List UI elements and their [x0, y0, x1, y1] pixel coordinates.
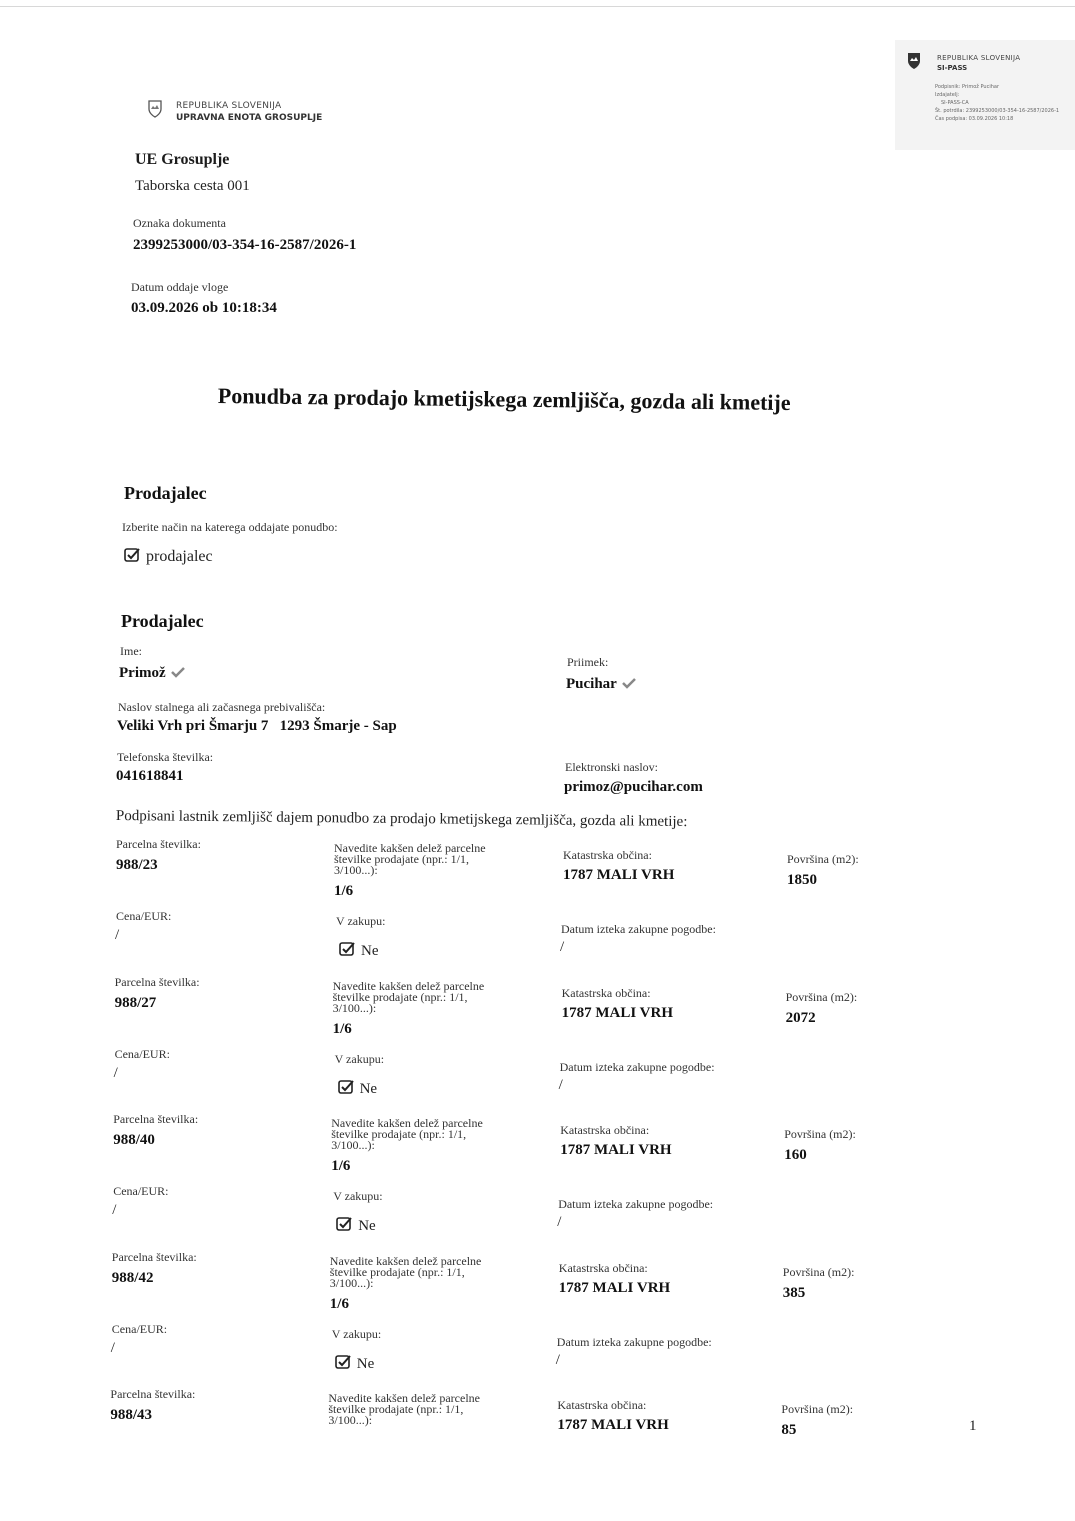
checkbox-checked-icon: [336, 1216, 352, 1232]
first-name-value: Primož: [119, 665, 166, 681]
offer-mode-option[interactable]: [124, 547, 213, 566]
cadastral-municipality-value: 1787 MALI VRH: [561, 1004, 673, 1021]
price-label: Cena/EUR:: [113, 1184, 169, 1198]
doc-number: 2399253000/03-354-16-2587/2026-1: [133, 237, 357, 253]
stamp-line5: SI-PASS-CA: [941, 100, 969, 106]
share-value: 1/6: [329, 1295, 349, 1312]
section-heading-seller: Prodajalec: [121, 611, 204, 631]
last-name-label: Priimek:: [567, 655, 609, 669]
page-title: Ponudba za prodajo kmetijskega zemljišča, gozda ali kmetije: [217, 383, 791, 415]
checkbox-checked-icon: [338, 1079, 354, 1095]
checkbox-checked-icon: [335, 1354, 351, 1370]
area-value: 160: [784, 1147, 807, 1163]
lease-end-value: /: [557, 1214, 562, 1230]
cadastral-municipality-label: Katastrska občina:: [560, 1123, 650, 1137]
parcel-number-value: 988/23: [116, 857, 158, 873]
area-value: 1850: [787, 872, 817, 888]
lease-label: V zakupu:: [334, 1051, 385, 1066]
lease-end-value: /: [560, 939, 565, 955]
e-signature-stamp: [895, 40, 1075, 150]
parcel-number-value: 988/40: [113, 1132, 155, 1148]
share-label: Navedite kakšen delež parcelne številke prodajate (npr.: 1/1, 3/100...):: [334, 841, 486, 877]
lease-end-label: Datum izteka zakupne pogodbe:: [558, 1197, 714, 1211]
price-value: /: [115, 927, 120, 943]
share-value: 1/6: [332, 1020, 352, 1037]
parcel-number-label: Parcelna številka:: [113, 1112, 199, 1126]
parcel-number-label: Parcelna številka:: [114, 974, 200, 989]
lease-end-label: Datum izteka zakupne pogodbe:: [556, 1334, 712, 1349]
lease-checkbox[interactable]: [338, 1079, 378, 1098]
area-value: 2072: [785, 1009, 816, 1026]
area-label: Površina (m2):: [782, 1264, 855, 1279]
parcel-number-value: 988/27: [114, 994, 157, 1011]
parcel-number-label: Parcelna številka:: [111, 1249, 197, 1264]
parcel-number-label: Parcelna številka:: [110, 1387, 196, 1401]
lease-label: V zakupu:: [333, 1189, 383, 1203]
price-label: Cena/EUR:: [116, 909, 172, 923]
page-number: 1: [969, 1418, 977, 1434]
price-value: /: [110, 1339, 115, 1356]
share-value: 1/6: [331, 1158, 351, 1174]
cadastral-municipality-label: Katastrska občina:: [558, 1260, 648, 1275]
parcel-number-label: Parcelna številka:: [116, 837, 201, 851]
email-value: primoz@pucihar.com: [564, 779, 703, 795]
phone-value: 041618841: [116, 768, 184, 784]
stamp-line6: Št. potrdila: 2399253000/03-354-16-2587/2026-1: [935, 108, 1060, 114]
share-label: Navedite kakšen delež parcelne številke prodajate (npr.: 1/1, 3/100...):: [332, 978, 485, 1015]
first-name-label: Ime:: [120, 644, 142, 658]
cadastral-municipality-value: 1787 MALI VRH: [560, 1142, 672, 1158]
lease-label: V zakupu:: [331, 1326, 382, 1341]
area-value: 385: [782, 1284, 806, 1301]
area-value: 85: [781, 1422, 797, 1438]
stamp-line1: REPUBLIKA SLOVENIJA: [937, 54, 1021, 62]
section-heading-seller-type: Prodajalec: [124, 483, 207, 503]
address-value: Veliki Vrh pri Šmarju 7 1293 Šmarje - Sap: [117, 718, 397, 734]
price-label: Cena/EUR:: [114, 1046, 170, 1061]
lease-checkbox[interactable]: [339, 941, 379, 960]
stamp-line7: Čas podpisa: 03.09.2026 10:18: [935, 116, 1014, 122]
org-name-line1: REPUBLIKA SLOVENIJA: [176, 101, 282, 111]
price-value: /: [113, 1064, 118, 1081]
stamp-line3: Podpisnik: Primož Pucihar: [935, 84, 1000, 90]
submission-date: 03.09.2026 ob 10:18:34: [131, 300, 277, 316]
price-value: /: [112, 1202, 117, 1218]
last-name-value: Pucihar: [566, 676, 617, 692]
verified-check-icon: [170, 666, 186, 678]
cadastral-municipality-value: 1787 MALI VRH: [563, 867, 675, 883]
cadastral-municipality-label: Katastrska občina:: [563, 848, 652, 862]
area-label: Površina (m2):: [785, 989, 858, 1004]
lease-label: V zakupu:: [336, 914, 386, 928]
last-name-field: [566, 676, 637, 693]
date-label: Datum oddaje vloge: [131, 280, 229, 294]
org-name-line2: UPRAVNA ENOTA GROSUPLJE: [176, 113, 323, 123]
offer-mode-question: Izberite način na katerega oddajate ponudbo:: [122, 520, 338, 534]
share-label: Navedite kakšen delež parcelne številke prodajate (npr.: 1/1, 3/100...):: [329, 1253, 482, 1290]
area-label: Površina (m2):: [787, 852, 859, 866]
checkbox-checked-icon: [124, 547, 140, 563]
office-crest-icon: [148, 100, 162, 123]
share-value: 1/6: [334, 883, 354, 899]
cadastral-municipality-value: 1787 MALI VRH: [557, 1417, 669, 1433]
coat-of-arms-icon: [907, 52, 921, 75]
email-label: Elektronski naslov:: [565, 760, 658, 774]
offer-mode-label: prodajalec: [146, 548, 213, 565]
scan-top-edge: [0, 6, 1075, 7]
offer-statement: Podpisani lastnik zemljišč dajem ponudbo za prodajo kmetijskega zemljišča, gozda ali kmetije:: [115, 808, 688, 830]
cadastral-municipality-value: 1787 MALI VRH: [558, 1279, 671, 1296]
stamp-line2: SI-PASS: [937, 64, 968, 72]
lease-value: Ne: [356, 1355, 375, 1372]
parcel-number-value: 988/43: [110, 1407, 153, 1423]
lease-end-value: /: [558, 1076, 563, 1093]
lease-value: Ne: [361, 943, 379, 959]
share-label: Navedite kakšen delež parcelne številke prodajate (npr.: 1/1, 3/100...):: [328, 1391, 480, 1427]
address-label: Naslov stalnega ali začasnega prebivališča:: [118, 700, 326, 714]
area-label: Površina (m2):: [781, 1402, 854, 1416]
lease-checkbox[interactable]: [335, 1354, 375, 1373]
area-label: Površina (m2):: [784, 1127, 856, 1141]
stamp-line4: Izdajatelj:: [935, 92, 960, 98]
first-name-field: [119, 665, 186, 682]
phone-label: Telefonska številka:: [117, 750, 214, 764]
lease-end-label: Datum izteka zakupne pogodbe:: [561, 922, 716, 936]
lease-checkbox[interactable]: [336, 1216, 376, 1235]
office-address: Taborska cesta 001: [135, 178, 250, 194]
checkbox-checked-icon: [339, 941, 355, 957]
lease-value: Ne: [359, 1080, 378, 1097]
cadastral-municipality-label: Katastrska občina:: [557, 1398, 647, 1412]
parcel-number-value: 988/42: [111, 1269, 154, 1286]
cadastral-municipality-label: Katastrska občina:: [561, 985, 651, 1000]
lease-end-label: Datum izteka zakupne pogodbe:: [559, 1059, 715, 1074]
office-name: UE Grosuplje: [135, 151, 230, 168]
verified-check-icon: [621, 677, 637, 689]
price-label: Cena/EUR:: [111, 1321, 168, 1336]
doc-label: Oznaka dokumenta: [133, 216, 226, 230]
lease-end-value: /: [555, 1351, 560, 1368]
share-label: Navedite kakšen delež parcelne številke prodajate (npr.: 1/1, 3/100...):: [331, 1116, 483, 1152]
lease-value: Ne: [358, 1218, 376, 1234]
